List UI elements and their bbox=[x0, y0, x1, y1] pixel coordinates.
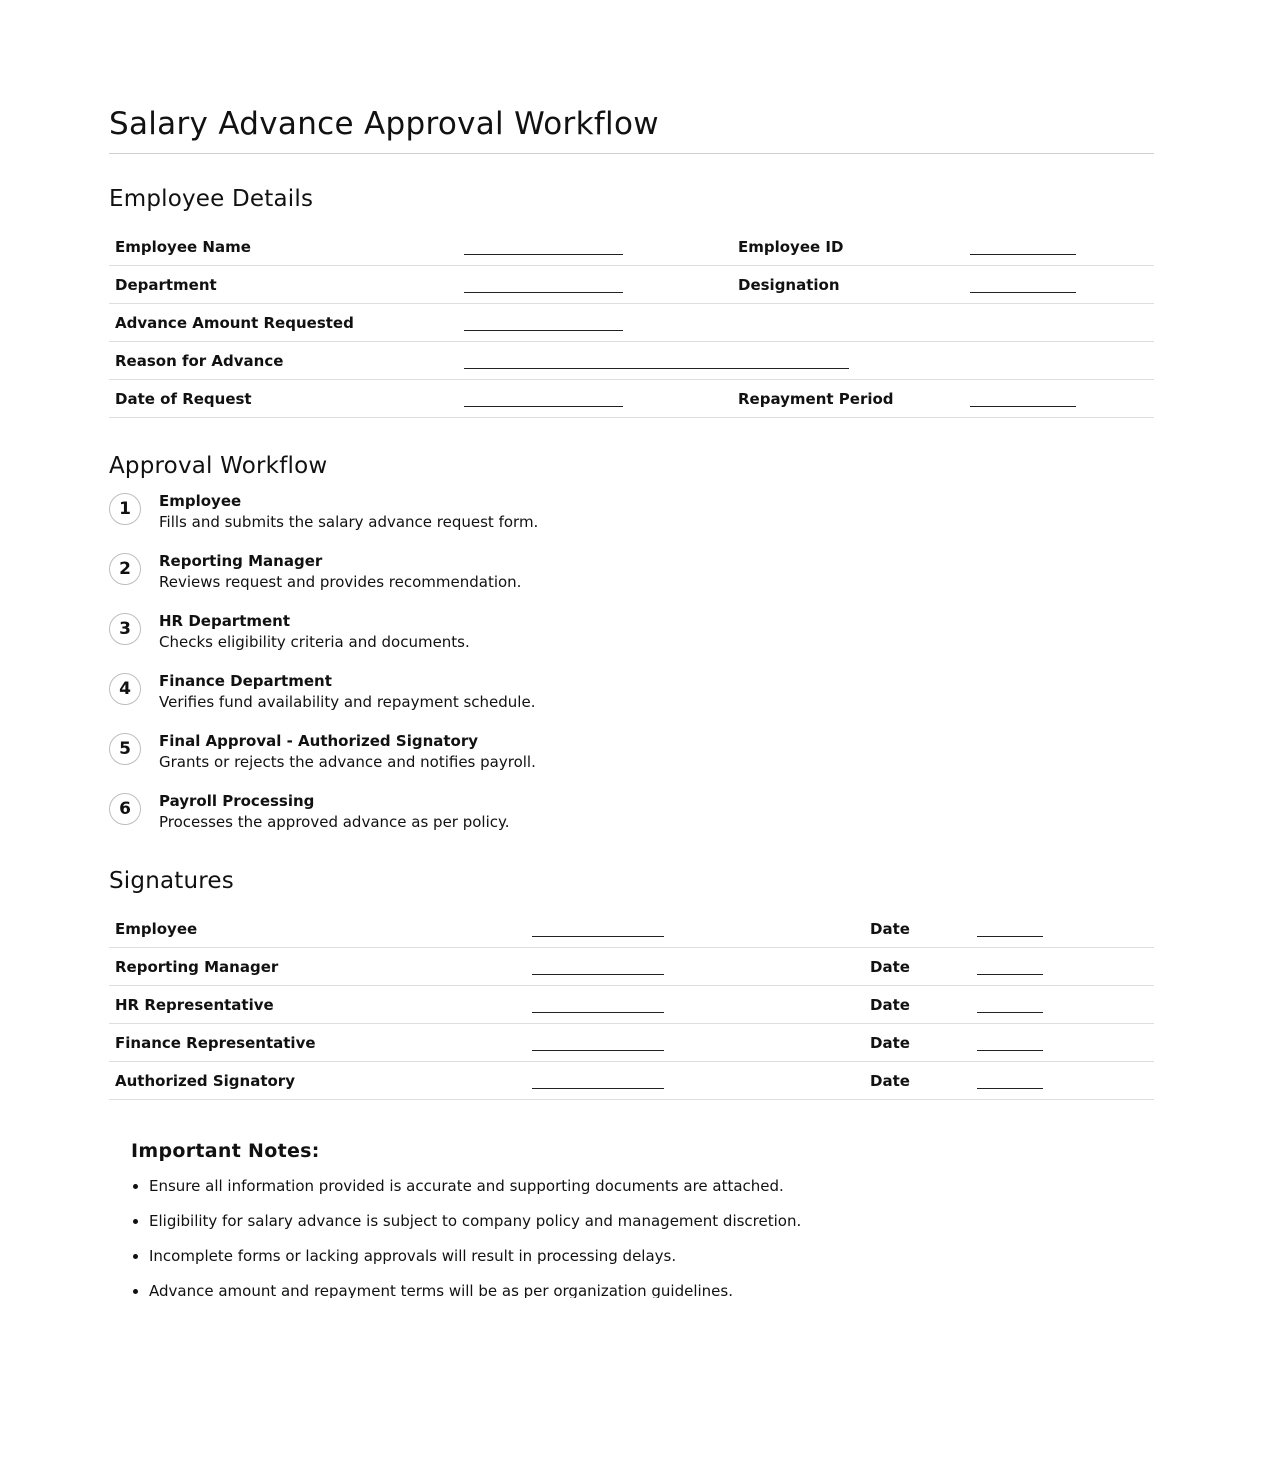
list-item: • Advance amount and repayment terms will be as per organization guidelines. bbox=[149, 1281, 1154, 1298]
step-number-badge: 6 bbox=[109, 793, 141, 825]
table-row bbox=[109, 304, 1154, 342]
important-notes bbox=[109, 1138, 1154, 1298]
list-item: • Ensure all information provided is accurate and supporting documents are attached. bbox=[149, 1176, 1154, 1196]
document-body bbox=[109, 100, 1154, 1298]
employee-name-field[interactable] bbox=[464, 244, 623, 255]
field-label: Advance Amount Requested bbox=[109, 304, 458, 342]
step-title: Finance Department bbox=[159, 672, 332, 690]
step-description: Checks eligibility criteria and documents. bbox=[159, 633, 470, 651]
workflow-step bbox=[109, 551, 1154, 611]
table-row bbox=[109, 948, 1154, 986]
date-label: Date bbox=[864, 986, 971, 1024]
designation-field[interactable] bbox=[970, 282, 1076, 293]
table-row bbox=[109, 910, 1154, 948]
field-label: Date of Request bbox=[109, 380, 458, 418]
table-row bbox=[109, 1062, 1154, 1100]
step-title: HR Department bbox=[159, 612, 291, 630]
department-field[interactable] bbox=[464, 282, 623, 293]
step-description: Fills and submits the salary advance request form. bbox=[159, 513, 539, 531]
table-row bbox=[109, 266, 1154, 304]
field-label: Reason for Advance bbox=[109, 342, 458, 380]
date-label: Date bbox=[864, 1062, 971, 1100]
step-number-badge: 2 bbox=[109, 553, 141, 585]
date-label: Date bbox=[864, 948, 971, 986]
advance-amount-field[interactable] bbox=[464, 320, 623, 331]
step-description: Grants or rejects the advance and notifies payroll. bbox=[159, 753, 536, 771]
field-label: Employee Name bbox=[109, 228, 458, 266]
signature-date-field[interactable] bbox=[977, 1040, 1043, 1051]
signatory-label: Authorized Signatory bbox=[109, 1062, 526, 1100]
signature-field[interactable] bbox=[532, 926, 664, 937]
table-row bbox=[109, 380, 1154, 418]
workflow-step bbox=[109, 671, 1154, 731]
step-title: Reporting Manager bbox=[159, 552, 323, 570]
employee-details-table bbox=[109, 228, 1154, 418]
signatures-table bbox=[109, 910, 1154, 1100]
signatory-label: Employee bbox=[109, 910, 526, 948]
signatory-label: HR Representative bbox=[109, 986, 526, 1024]
signature-field[interactable] bbox=[532, 1002, 664, 1013]
signatures-heading: Signatures bbox=[109, 868, 234, 894]
employee-id-field[interactable] bbox=[970, 244, 1076, 255]
workflow-step bbox=[109, 731, 1154, 791]
table-row bbox=[109, 1024, 1154, 1062]
step-number-badge: 4 bbox=[109, 673, 141, 705]
signature-date-field[interactable] bbox=[977, 964, 1043, 975]
table-row bbox=[109, 342, 1154, 380]
step-title: Employee bbox=[159, 492, 242, 510]
workflow-step bbox=[109, 491, 1154, 551]
signature-field[interactable] bbox=[532, 964, 664, 975]
signature-date-field[interactable] bbox=[977, 1002, 1043, 1013]
notes-heading: Important Notes: bbox=[131, 1140, 320, 1162]
step-description: Reviews request and provides recommendation. bbox=[159, 573, 522, 591]
field-label: Designation bbox=[732, 266, 964, 304]
signature-field[interactable] bbox=[532, 1040, 664, 1051]
field-label: Department bbox=[109, 266, 458, 304]
workflow-steps bbox=[109, 491, 1154, 851]
repayment-period-field[interactable] bbox=[970, 396, 1076, 407]
date-label: Date bbox=[864, 1024, 971, 1062]
list-item: • Incomplete forms or lacking approvals will result in processing delays. bbox=[149, 1246, 1154, 1266]
workflow-step bbox=[109, 791, 1154, 851]
signatory-label: Finance Representative bbox=[109, 1024, 526, 1062]
signature-date-field[interactable] bbox=[977, 926, 1043, 937]
table-row bbox=[109, 986, 1154, 1024]
step-description: Verifies fund availability and repayment schedule. bbox=[159, 693, 536, 711]
step-number-badge: 3 bbox=[109, 613, 141, 645]
list-item: • Eligibility for salary advance is subject to company policy and management discretion. bbox=[149, 1211, 1154, 1231]
document-title: Salary Advance Approval Workflow bbox=[109, 100, 1154, 154]
signatory-label: Reporting Manager bbox=[109, 948, 526, 986]
step-description: Processes the approved advance as per policy. bbox=[159, 813, 510, 831]
reason-field[interactable] bbox=[464, 358, 849, 369]
step-title: Final Approval - Authorized Signatory bbox=[159, 732, 479, 750]
step-number-badge: 1 bbox=[109, 493, 141, 525]
signature-field[interactable] bbox=[532, 1078, 664, 1089]
employee-details-heading: Employee Details bbox=[109, 186, 314, 212]
field-label: Repayment Period bbox=[732, 380, 964, 418]
approval-workflow-heading: Approval Workflow bbox=[109, 453, 328, 479]
date-of-request-field[interactable] bbox=[464, 396, 623, 407]
notes-list bbox=[131, 1176, 1154, 1298]
step-number-badge: 5 bbox=[109, 733, 141, 765]
table-row bbox=[109, 228, 1154, 266]
field-label: Employee ID bbox=[732, 228, 964, 266]
workflow-step bbox=[109, 611, 1154, 671]
signature-date-field[interactable] bbox=[977, 1078, 1043, 1089]
date-label: Date bbox=[864, 910, 971, 948]
step-title: Payroll Processing bbox=[159, 792, 315, 810]
